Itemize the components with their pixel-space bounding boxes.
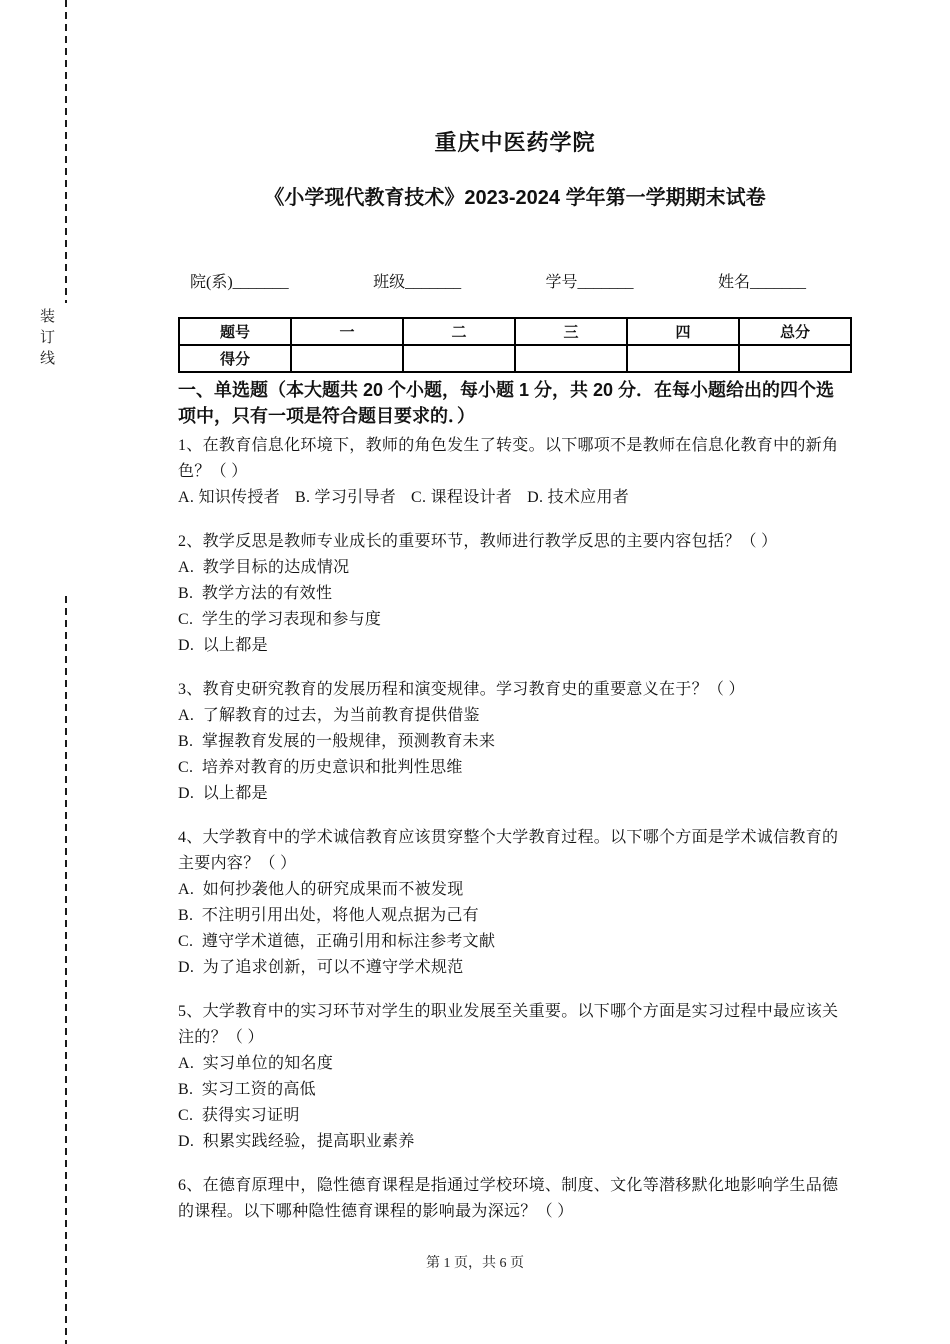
exam-title: 《小学现代教育技术》2023-2024 学年第一学期期末试卷 (264, 187, 766, 209)
question-4 (178, 825, 852, 981)
page-content (178, 0, 852, 1243)
question-1 (178, 433, 852, 511)
question-1-option-c: C. 课程设计者 (411, 489, 513, 506)
student-field-1 (373, 270, 461, 296)
score-table-col-1: 一 (291, 318, 403, 345)
question-4-option-c: C. 遵守学术道德，正确引用和标注参考文献 (178, 933, 496, 950)
score-cell-0 (291, 345, 403, 372)
student-field-0 (190, 270, 289, 296)
question-4-option-d: D. 为了追求创新，可以不遵守学术规范 (178, 959, 464, 976)
binding-line-top (65, 0, 67, 303)
question-2 (178, 529, 852, 659)
question-5-option-a: A. 实习单位的知名度 (178, 1055, 334, 1072)
page-number-footer: 第 1 页，共 6 页 (426, 1256, 524, 1271)
question-2-option-a: A. 教学目标的达成情况 (178, 559, 350, 576)
school-title: 重庆中医药学院 (434, 130, 596, 155)
binding-line-label: 装订线 (38, 308, 54, 371)
student-field-blank: _______ (405, 274, 462, 291)
student-field-label: 姓名 (717, 274, 750, 291)
question-5-option-c: C. 获得实习证明 (178, 1107, 300, 1124)
student-field-label: 班级 (373, 274, 406, 291)
question-1-option-d: D. 技术应用者 (527, 489, 630, 506)
student-field-label: 院(系) (190, 274, 233, 291)
question-list (178, 433, 852, 1225)
question-3-text: 3、教育史研究教育的发展历程和演变规律。学习教育史的重要意义在于？（ ） (178, 681, 745, 698)
student-field-label: 学号 (545, 274, 578, 291)
question-3-option-c: C. 培养对教育的历史意识和批判性思维 (178, 759, 463, 776)
score-table-score-row (179, 345, 851, 372)
score-table-col-2: 二 (403, 318, 515, 345)
student-field-blank: _______ (749, 274, 806, 291)
question-1-options-row (178, 485, 852, 511)
student-field-3 (718, 270, 806, 296)
question-1-option-a: A. 知识传授者 (178, 489, 280, 506)
question-2-option-b: B. 教学方法的有效性 (178, 585, 333, 602)
score-cell-3 (627, 345, 739, 372)
question-5 (178, 999, 852, 1155)
question-1-text: 1、在教育信息化环境下，教师的角色发生了转变。以下哪项不是教师在信息化教育中的新角色？（ ） (178, 437, 839, 480)
score-table (178, 317, 852, 373)
question-4-option-b: B. 不注明引用出处，将他人观点据为己有 (178, 907, 479, 924)
question-6 (178, 1173, 852, 1225)
question-2-text: 2、教学反思是教师专业成长的重要环节，教师进行教学反思的主要内容包括？（ ） (178, 533, 778, 550)
question-1-option-b: B. 学习引导者 (294, 489, 397, 506)
score-table-col-5: 总分 (739, 318, 851, 345)
score-table-col-4: 四 (627, 318, 739, 345)
question-4-option-a: A. 如何抄袭他人的研究成果而不被发现 (178, 881, 464, 898)
score-cell-1 (403, 345, 515, 372)
question-5-text: 5、大学教育中的实习环节对学生的职业发展至关重要。以下哪个方面是实习过程中最应该关注的？（ ） (178, 1003, 839, 1046)
binding-line-bottom (65, 596, 67, 1344)
student-field-blank: _______ (577, 274, 634, 291)
score-row-label: 得分 (179, 345, 291, 372)
question-6-text: 6、在德育原理中，隐性德育课程是指通过学校环境、制度、文化等潜移默化地影响学生品德的课程。以下哪种隐性德育课程的影响最为深远？（ ） (178, 1177, 839, 1220)
question-2-option-c: C. 学生的学习表现和参与度 (178, 611, 382, 628)
score-cell-4 (739, 345, 851, 372)
question-3-option-d: D. 以上都是 (178, 785, 268, 802)
section-one-heading: 一、单选题（本大题共 20 个小题，每小题 1 分，共 20 分．在每小题给出的四个选项中，只有一项是符合题目要求的．） (178, 380, 835, 426)
question-3-option-b: B. 掌握教育发展的一般规律，预测教育未来 (178, 733, 496, 750)
question-3-option-a: A. 了解教育的过去，为当前教育提供借鉴 (178, 707, 480, 724)
student-info-row (178, 270, 852, 296)
question-5-option-d: D. 积累实践经验，提高职业素养 (178, 1133, 415, 1150)
score-table-header-row (179, 318, 851, 345)
score-table-col-3: 三 (515, 318, 627, 345)
student-field-blank: _______ (232, 274, 289, 291)
student-field-2 (546, 270, 634, 296)
question-3 (178, 677, 852, 807)
question-5-option-b: B. 实习工资的高低 (178, 1081, 316, 1098)
question-2-option-d: D. 以上都是 (178, 637, 268, 654)
score-table-col-0: 题号 (179, 318, 291, 345)
question-4-text: 4、大学教育中的学术诚信教育应该贯穿整个大学教育过程。以下哪个方面是学术诚信教育的主要内容？（ ） (178, 829, 839, 872)
score-cell-2 (515, 345, 627, 372)
